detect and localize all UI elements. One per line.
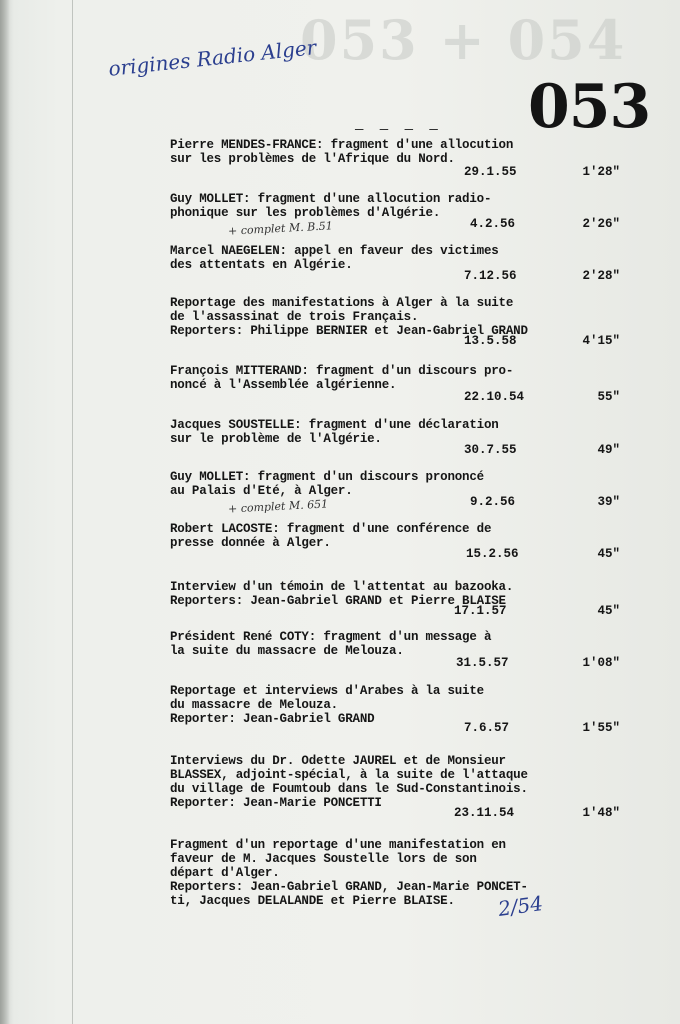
entry-date: 22.10.54 — [464, 390, 525, 404]
entry-date: 4.2.56 — [470, 217, 516, 231]
handwritten-page-fraction: 2/54 — [496, 890, 545, 922]
entry-date: 23.11.54 — [454, 806, 515, 820]
separator-dashes: — — — — — [355, 122, 442, 138]
handwritten-title: origines Radio Alger — [107, 35, 318, 81]
handwritten-note: + complet M. 651 — [227, 497, 329, 516]
entry-duration: 45" — [597, 547, 620, 561]
entry-date: 13.5.58 — [464, 334, 517, 348]
entry-duration: 39" — [597, 495, 620, 509]
entry-7 — [170, 470, 650, 516]
entry-date: 29.1.55 — [464, 165, 517, 179]
entry-12 — [170, 754, 650, 820]
entry-text: Président René COTY: fragment d'un message à la suite du massacre de Melouza. — [170, 630, 492, 658]
entry-text: Jacques SOUSTELLE: fragment d'une déclaration sur le problème de l'Algérie. — [170, 418, 499, 446]
entry-3 — [170, 244, 650, 283]
entry-duration: 45" — [597, 604, 620, 618]
entry-duration: 2'26" — [582, 217, 620, 231]
entry-duration: 2'28" — [582, 269, 620, 283]
entry-duration: 55" — [597, 390, 620, 404]
page-edge-shadow — [0, 0, 10, 1024]
entry-5 — [170, 364, 650, 404]
entry-duration: 1'48" — [582, 806, 620, 820]
margin-line — [72, 0, 73, 1024]
handwritten-note: + complet M. B.51 — [227, 219, 334, 238]
entry-text: Interview d'un témoin de l'attentat au bazooka. Reporters: Jean-Gabriel GRAND et Pierre BLAISE — [170, 580, 514, 608]
entry-duration: 1'08" — [582, 656, 620, 670]
entry-date: 17.1.57 — [454, 604, 507, 618]
entry-date: 7.12.56 — [464, 269, 517, 283]
entry-text: Robert LACOSTE: fragment d'une conférence de presse donnée à Alger. — [170, 522, 492, 550]
entry-text: Marcel NAEGELEN: appel en faveur des victimes des attentats en Algérie. — [170, 244, 499, 272]
entry-text: Guy MOLLET: fragment d'une allocution radio- phonique sur les problèmes d'Algérie. — [170, 192, 492, 220]
entry-date: 7.6.57 — [464, 721, 510, 735]
entry-1 — [170, 138, 650, 179]
entry-duration: 49" — [597, 443, 620, 457]
entry-9 — [170, 580, 650, 618]
entry-date: 9.2.56 — [470, 495, 516, 509]
entry-text: Pierre MENDES-FRANCE: fragment d'une allocution sur les problèmes de l'Afrique du Nord. — [170, 138, 514, 166]
entry-8 — [170, 522, 650, 561]
entry-text: Guy MOLLET: fragment d'un discours prononcé au Palais d'Eté, à Alger. — [170, 470, 484, 498]
entry-text: Interviews du Dr. Odette JAUREL et de Monsieur BLASSEX, adjoint-spécial, à la suite de l'attaque du village de Foumtoub dans le Sud-Constantinois. Reporter: Jean-Marie PONCETTI — [170, 754, 528, 810]
bleed-through-text: 053 + 054 — [300, 8, 627, 72]
entry-2 — [170, 192, 650, 238]
entry-text: Reportage des manifestations à Alger à la suite de l'assassinat de trois Français. Reporters: Philippe BERNIER et Jean-Gabriel GRAND — [170, 296, 528, 338]
entry-date: 30.7.55 — [464, 443, 517, 457]
entry-duration: 1'28" — [582, 165, 620, 179]
entry-text: Fragment d'un reportage d'une manifestation en faveur de M. Jacques Soustelle lors de son départ d'Alger. Reporters: Jean-Gabriel GRAND, Jean-Marie PONCET- ti, Jacques DELALANDE et Pierre BLAISE. — [170, 838, 528, 908]
entry-11 — [170, 684, 650, 735]
entry-duration: 4'15" — [582, 334, 620, 348]
entry-6 — [170, 418, 650, 457]
entry-date: 31.5.57 — [456, 656, 509, 670]
entry-text: Reportage et interviews d'Arabes à la suite du massacre de Melouza. Reporter: Jean-Gabriel GRAND — [170, 684, 484, 726]
entry-10 — [170, 630, 650, 670]
entry-4 — [170, 296, 650, 348]
entry-text: François MITTERAND: fragment d'un discours pro- noncé à l'Assemblée algérienne. — [170, 364, 514, 392]
stamp-number: 053 — [528, 72, 651, 142]
entry-13 — [170, 838, 650, 908]
entry-duration: 1'55" — [582, 721, 620, 735]
entry-date: 15.2.56 — [466, 547, 519, 561]
